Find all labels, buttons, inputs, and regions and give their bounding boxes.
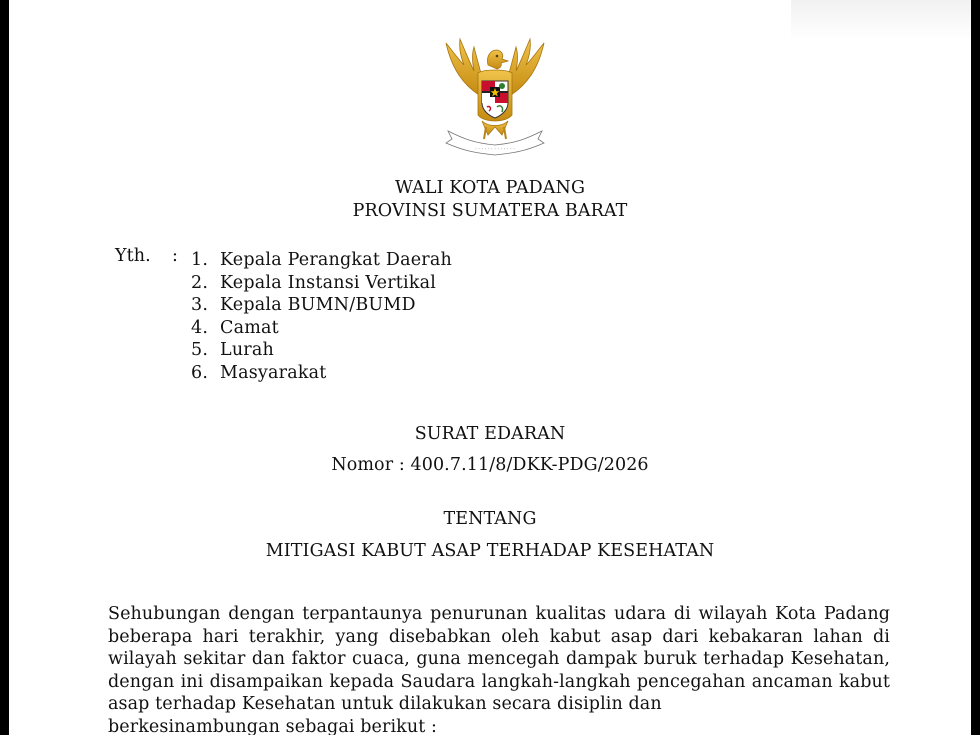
recipient-colon: : bbox=[172, 246, 178, 266]
list-item-text: Camat bbox=[220, 317, 279, 338]
list-item-number: 1. bbox=[191, 250, 209, 270]
list-item-number: 6. bbox=[191, 362, 209, 383]
recipient-label: Yth. bbox=[115, 246, 151, 266]
list-item-text: Masyarakat bbox=[220, 362, 327, 383]
body-paragraph bbox=[108, 603, 890, 735]
list-item-number: 2. bbox=[191, 272, 209, 293]
list-item-text: Kepala Perangkat Daerah bbox=[220, 250, 452, 270]
list-item bbox=[191, 273, 452, 296]
list-item-number: 5. bbox=[191, 340, 209, 361]
list-item-text: Lurah bbox=[220, 340, 274, 361]
body-paragraph-last-line: berkesinambungan sebagai berikut : bbox=[108, 716, 438, 735]
list-item-number: 3. bbox=[191, 295, 209, 316]
document-subject: MITIGASI KABUT ASAP TERHADAP KESEHATAN bbox=[265, 541, 715, 561]
list-item bbox=[191, 318, 452, 341]
issuer-title: WALI KOTA PADANG bbox=[394, 178, 586, 198]
list-item-number: 4. bbox=[191, 317, 209, 338]
body-paragraph-text: Sehubungan dengan terpantaunya penurunan kualitas udara di wilayah Kota Padang beberapa hari terakhir, yang disebabkan oleh kabut asap dari kebakaran lahan di wilayah sekitar dan faktor cuaca, guna mencegah dampak buruk terhadap Kesehatan, dengan ini disampaikan kepada Saudara langkah-langkah pencegahan ancaman kabut asap terhadap Kesehatan untuk dilakukan secara disiplin dan bbox=[108, 604, 890, 715]
list-item bbox=[191, 363, 452, 386]
list-item bbox=[191, 295, 452, 318]
list-item bbox=[191, 340, 452, 363]
about-label: TENTANG bbox=[443, 509, 537, 529]
list-item-text: Kepala BUMN/BUMD bbox=[220, 295, 416, 316]
issuer-province: PROVINSI SUMATERA BARAT bbox=[352, 201, 628, 221]
document-number: Nomor : 400.7.11/8/DKK-PDG/2026 bbox=[331, 455, 649, 475]
recipient-list bbox=[191, 250, 452, 386]
svg-text:· · · · · · · · · · · · ·: · · · · · · · · · · · · · bbox=[475, 146, 515, 153]
document-type-title: SURAT EDARAN bbox=[414, 424, 566, 444]
list-item bbox=[191, 250, 452, 273]
garuda-emblem-icon bbox=[434, 35, 556, 163]
document-page bbox=[9, 0, 971, 735]
list-item-text: Kepala Instansi Vertikal bbox=[220, 272, 437, 293]
